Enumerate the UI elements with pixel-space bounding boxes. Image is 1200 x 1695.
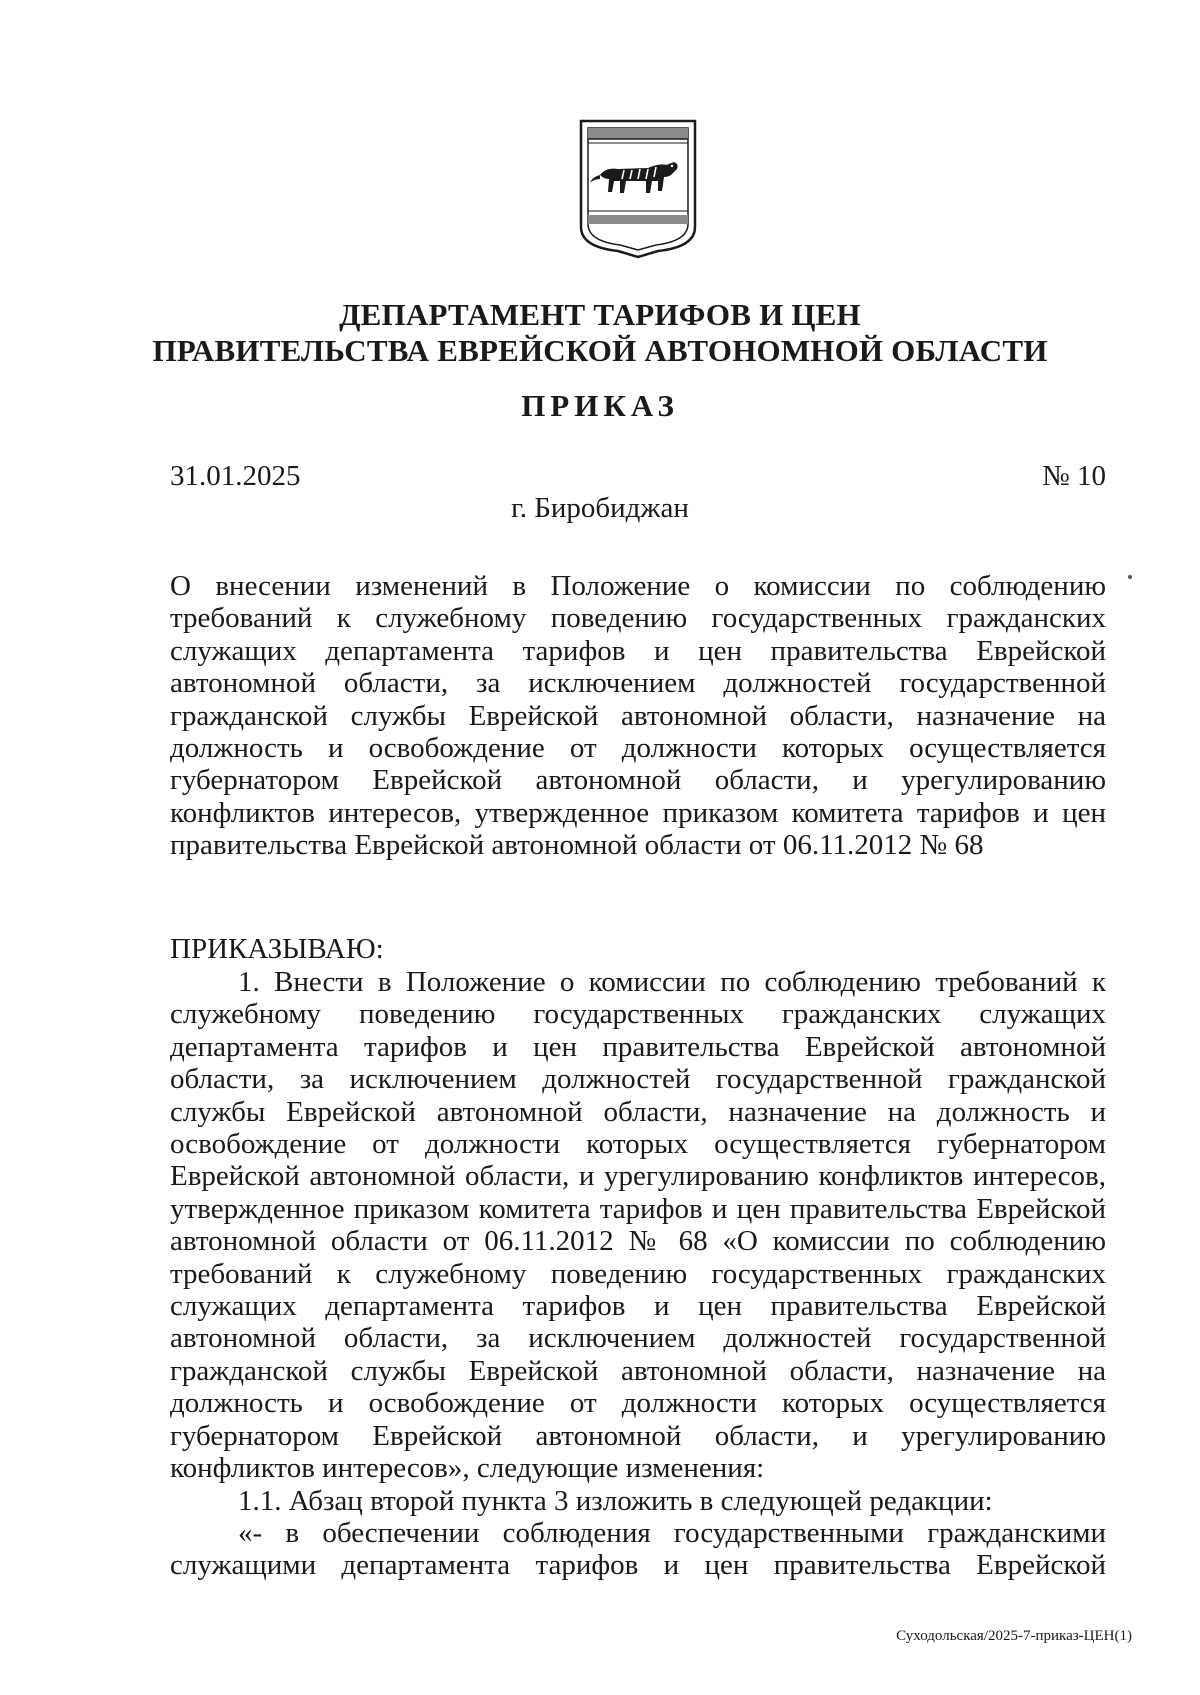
footer-file-reference: Суходольская/2025-7-приказ-ЦЕН(1) bbox=[896, 1628, 1132, 1644]
coat-of-arms-icon bbox=[578, 119, 698, 259]
document-subject: О внесении изменений в Положение о комиссии по соблюдению требований к служебному поведению государственных гражданских служащих департамента тарифов и цен правительства Еврейской автономной области, за исключением должностей государственной гражданской службы Еврейской автономной области, назначение на должность и освобождение от должности которых осуществляется губернатором Еврейской автономной области, и урегулированию конфликтов интересов, утвержденное приказом комитета тарифов и цен правительства Еврейской автономной области от 06.11.2012 № 68 bbox=[170, 570, 1106, 862]
department-header bbox=[150, 297, 1050, 369]
order-word: ПРИКАЗЫВАЮ: bbox=[170, 933, 384, 965]
body-paragraph: 1.1. Абзац второй пункта 3 изложить в следующей редакции: bbox=[238, 1484, 993, 1517]
scan-artifact bbox=[1128, 575, 1132, 579]
department-name-line-1: ДЕПАРТАМЕНТ ТАРИФОВ И ЦЕН bbox=[339, 297, 861, 332]
document-city: г. Биробиджан bbox=[511, 492, 689, 524]
document-number: № 10 bbox=[1042, 460, 1106, 492]
document-body bbox=[170, 966, 1106, 1582]
body-paragraph: 1. Внести в Положение о комиссии по соблюдению требований к служебному поведению государственных гражданских служащих департамента тарифов и цен правительства Еврейской автономной области, за исключением должностей государственной гражданской службы Еврейской автономной области, назначение на должность и освобождение от должности которых осуществляется губернатором Еврейской автономной области, и урегулированию конфликтов интересов, утвержденное приказом комитета тарифов и цен правительства Еврейской автономной области от 06.11.2012 № 68 «О комиссии по соблюдению требований к служебному поведению государственных гражданских служащих департамента тарифов и цен правительства Еврейской автономной области, за исключением должностей государственной гражданской службы Еврейской автономной области, назначение на должность и освобождение от должности которых осуществляется губернатором Еврейской автономной области, и урегулированию конфликтов интересов», следующие изменения: bbox=[170, 966, 1106, 1485]
department-name-line-2: ПРАВИТЕЛЬСТВА ЕВРЕЙСКОЙ АВТОНОМНОЙ ОБЛАСТИ bbox=[152, 333, 1048, 368]
body-paragraph: «- в обеспечении соблюдения государственными гражданскими служащими департамента тарифов и цен правительства Еврейской bbox=[170, 1516, 1106, 1582]
document-date: 31.01.2025 bbox=[170, 460, 301, 492]
document-title: ПРИКАЗ bbox=[521, 388, 679, 423]
